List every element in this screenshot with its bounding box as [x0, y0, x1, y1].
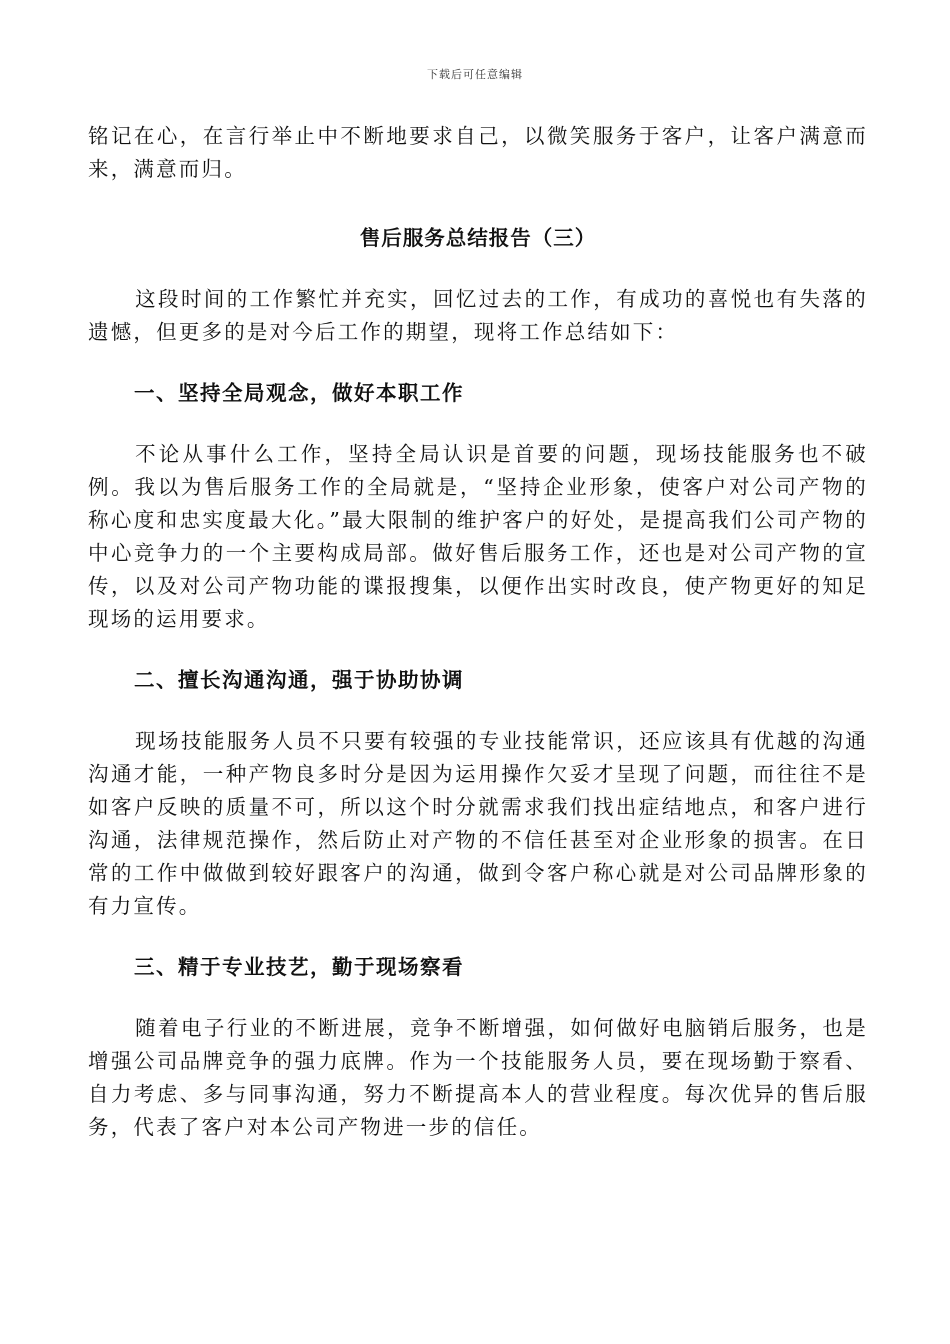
document-title: 售后服务总结报告（三） — [359, 226, 597, 250]
section-heading-3: 三、精于专业技艺，勤于现场察看 — [134, 955, 464, 979]
document-body — [88, 120, 868, 1144]
section-body-3: 随着电子行业的不断进展，竞争不断增强，如何做好电脑销后服务，也是增强公司品牌竞争的强力底牌。作为一个技能服务人员，要在现场勤于察看、自力考虑、多与同事沟通，努力不断提高本人的营业程度。每次优异的售后服务，代表了客户对本公司产物进一步的信任。 — [88, 1016, 868, 1139]
intro-paragraph: 铭记在心，在言行举止中不断地要求自己，以微笑服务于客户，让客户满意而来，满意而归。 — [88, 124, 868, 181]
section-body-2: 现场技能服务人员不只要有较强的专业技能常识，还应该具有优越的沟通沟通才能，一种产物良多时分是因为运用操作欠妥才呈现了问题，而往往不是如客户反映的质量不可，所以这个时分就需求我们找出症结地点，和客户进行沟通，法律规范操作，然后防止对产物的不信任甚至对企业形象的损害。在日常的工作中做做到较好跟客户的沟通，做到令客户称心就是对公司品牌形象的有力宣传。 — [88, 729, 868, 918]
opening-paragraph: 这段时间的工作繁忙并充实，回忆过去的工作，有成功的喜悦也有失落的遗憾，但更多的是对今后工作的期望，现将工作总结如下： — [88, 287, 868, 344]
section-body-1: 不论从事什么工作，坚持全局认识是首要的问题，现场技能服务也不破例。我以为售后服务工作的全局就是，“坚持企业形象，使客户对公司产物的称心度和忠实度最大化。”最大限制的维护客户的好处，是提高我们公司产物的中心竞争力的一个主要构成局部。做好售后服务工作，还也是对公司产物的宣传，以及对公司产物功能的谍报搜集，以便作出实时改良，使产物更好的知足现场的运用要求。 — [88, 442, 868, 631]
section-heading-2: 二、擅长沟通沟通，强于协助协调 — [134, 668, 464, 692]
header-note: 下载后可任意编辑 — [427, 68, 523, 81]
section-heading-1: 一、坚持全局观念，做好本职工作 — [134, 381, 464, 405]
